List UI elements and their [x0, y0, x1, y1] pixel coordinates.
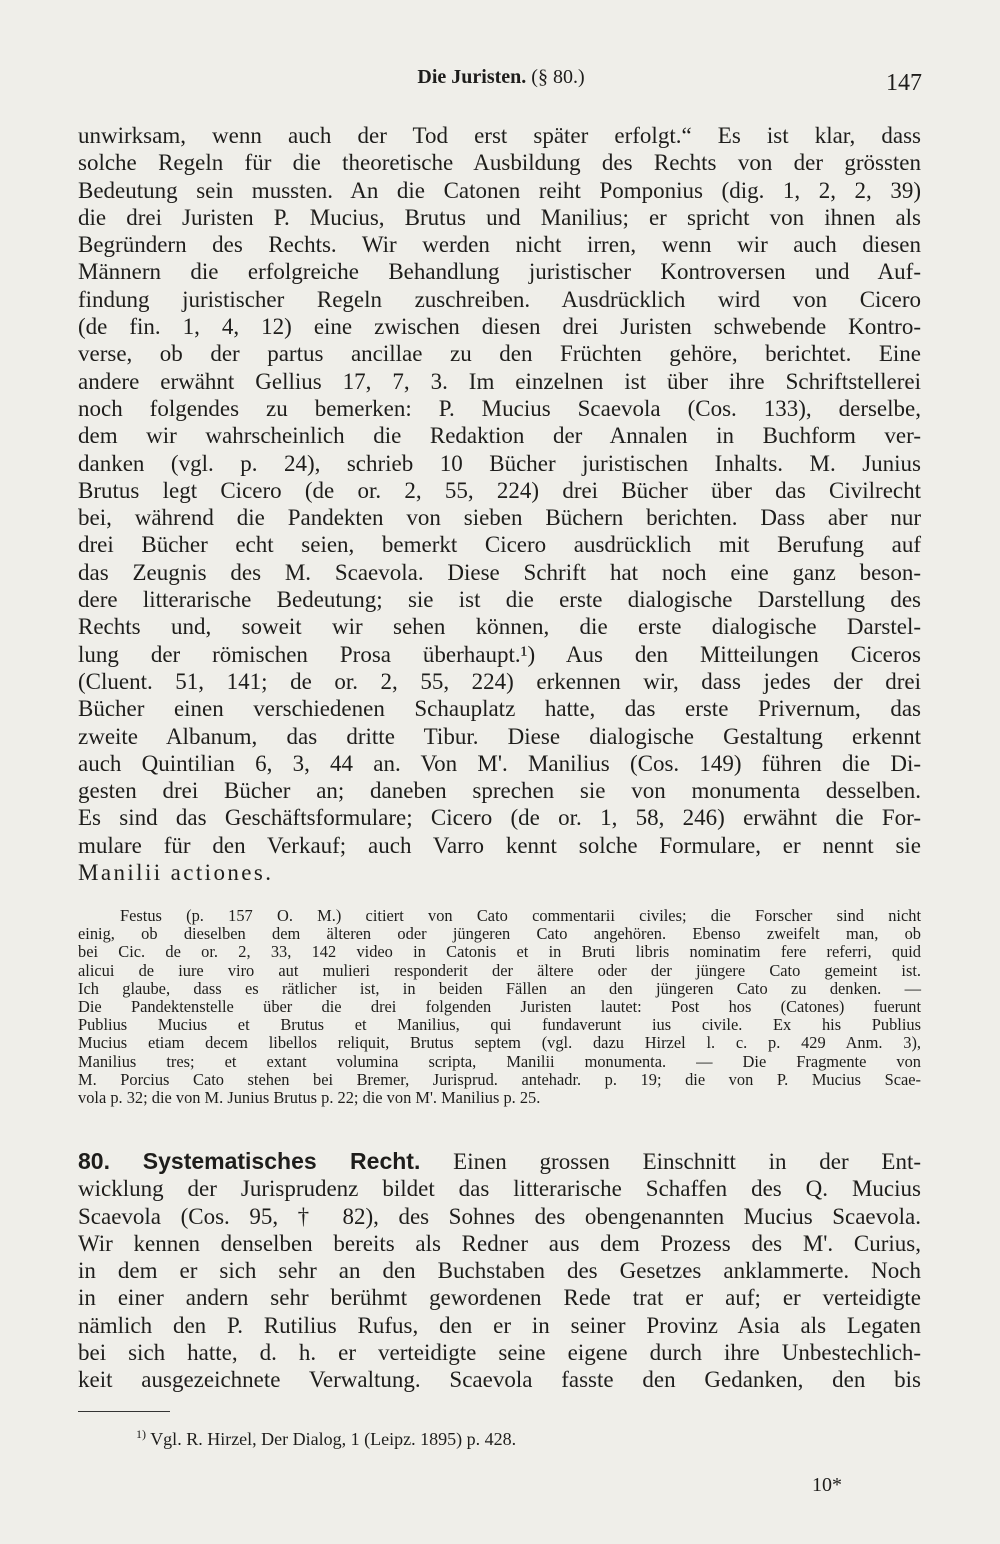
text-line: verse, ob der partus ancillae zu den Früchten gehöre, berichtet. Eine [78, 341, 921, 367]
note-line: Festus (p. 157 O. M.) citiert von Cato commentarii civiles; die Forscher sind nicht [120, 906, 921, 925]
note-line: Mucius etiam decem libellos reliquit, Brutus septem (vgl. dazu Hirzel l. c. p. 429 Anm. 3), [78, 1033, 921, 1053]
small-print-notes [78, 907, 921, 1107]
page-header [80, 62, 922, 102]
text-line: Bedeutung sein mussten. An die Catonen reiht Pomponius (dig. 1, 2, 2, 39) [78, 177, 921, 203]
text-line: keit ausgezeichnete Verwaltung. Scaevola fasste den Gedanken, den bis [78, 1367, 921, 1393]
footnote-text: Vgl. R. Hirzel, Der Dialog, 1 (Leipz. 1895) p. 428. [150, 1429, 517, 1449]
text-line: andere erwähnt Gellius 17, 7, 3. Im einzelnen ist über ihre Schriftstellerei [78, 368, 921, 394]
text-line: Manilii actiones. [78, 860, 274, 886]
section-heading-line [78, 1148, 921, 1175]
text-line: Männern die erfolgreiche Behandlung juristischer Kontroversen und Auf- [78, 259, 921, 285]
note-line: Publius Mucius et Brutus et Manilius, qui fundaverunt ius civile. Ex his Publius [78, 1015, 921, 1035]
text-line: (Cluent. 51, 141; de or. 2, 55, 224) erkennen wir, dass jedes der drei [78, 668, 921, 694]
text-line: bei, während die Pandekten von sieben Büchern berichten. Dass aber nur [78, 505, 921, 531]
running-head-title: Die Juristen. [417, 66, 527, 88]
text-line: Bücher einen verschiedenen Schauplatz hatte, das erste Privernum, das [78, 696, 921, 722]
text-line: wicklung der Jurisprudenz bildet das litterarische Schaffen des Q. Mucius [78, 1176, 921, 1202]
section-number: 80. [78, 1148, 110, 1174]
section-80 [78, 1148, 921, 1394]
text-line: dem wir wahrscheinlich die Redaktion der Annalen in Buchform ver- [78, 423, 921, 449]
section-title: Systematisches Recht. [142, 1148, 421, 1174]
text-line: Begründern des Rechts. Wir werden nicht irren, wenn wir auch diesen [78, 232, 921, 258]
text-line: unwirksam, wenn auch der Tod erst später erfolgt.“ Es ist klar, dass [78, 123, 921, 148]
text-line: gesten drei Bücher an; daneben sprechen sie von monumenta desselben. [78, 778, 921, 804]
running-head-section: (§ 80.) [531, 66, 585, 88]
text-line: danken (vgl. p. 24), schrieb 10 Bücher juristischen Inhalts. M. Junius [78, 450, 921, 476]
text-line: bei sich hatte, d. h. er verteidigte seine eigene durch ihre Unbestechlich- [78, 1340, 921, 1366]
text-line: das Zeugnis des M. Scaevola. Diese Schrift hat noch eine ganz beson- [78, 559, 921, 585]
text-line: zweite Albanum, das dritte Tibur. Diese dialogische Gestaltung erkennt [78, 723, 921, 749]
text-line: Es sind das Geschäftsformulare; Cicero (de or. 1, 58, 246) erwähnt die For- [78, 805, 921, 831]
text-line: Rechts und, soweit wir sehen können, die erste dialogische Darstel- [78, 614, 921, 640]
text-line: in dem er sich sehr an den Buchstaben des Gesetzes anklammerte. Noch [78, 1258, 921, 1284]
text-line: drei Bücher echt seien, bemerkt Cicero ausdrücklich mit Berufung auf [78, 532, 921, 558]
text-line: Scaevola (Cos. 95, † 82), des Sohnes des obengenannten Mucius Scaevola. [78, 1203, 921, 1229]
note-line: Manilius tres; et extant volumina scripta, Manilii monumenta. — Die Fragmente von [78, 1051, 921, 1071]
signature-mark: 10* [812, 1474, 842, 1496]
note-line: einig, ob dieselben dem älteren oder jüngeren Cato angehören. Ebenso zweifelt man, ob [78, 924, 921, 944]
text-line: die drei Juristen P. Mucius, Brutus und Manilius; er spricht von ihnen als [78, 204, 921, 230]
text-line: auch Quintilian 6, 3, 44 an. Von M'. Manilius (Cos. 149) führen die Di- [78, 750, 921, 776]
text-line: dere litterarische Bedeutung; sie ist die erste dialogische Darstellung des [78, 587, 921, 613]
footnote-marker: 1) [136, 1427, 146, 1441]
note-line: alicui de iure viro aut mulieri responderit der ältere oder der jüngere Cato gemeint ist. [78, 960, 921, 980]
note-line: M. Porcius Cato stehen bei Bremer, Jurisprud. antehadr. p. 19; die von P. Mucius Scae- [78, 1069, 921, 1089]
text-line: (de fin. 1, 4, 12) eine zwischen diesen drei Juristen schwebende Kontro- [78, 314, 921, 340]
main-paragraph [78, 122, 921, 886]
text-line: lung der römischen Prosa überhaupt.¹) Aus den Mitteilungen Ciceros [78, 641, 921, 667]
text-line: findung juristischer Regeln zuschreiben. Ausdrücklich wird von Cicero [78, 286, 921, 312]
text-line: nämlich den P. Rutilius Rufus, den er in seiner Provinz Asia als Legaten [78, 1312, 921, 1338]
page-number: 147 [886, 70, 922, 96]
footnote-divider [78, 1411, 170, 1412]
text-line: Brutus legt Cicero (de or. 2, 55, 224) drei Bücher über das Civilrecht [78, 477, 921, 503]
text-line: solche Regeln für die theoretische Ausbildung des Rechts von der grössten [78, 150, 921, 176]
footnote [136, 1427, 516, 1450]
note-line: bei Cic. de or. 2, 33, 142 video in Catonis et in Bruti libris nominatim fere referri, quid [78, 942, 921, 962]
text-line: in einer andern sehr berühmt gewordenen Rede trat er auf; er verteidigte [78, 1285, 921, 1311]
note-line: Die Pandektenstelle über die drei folgenden Juristen lautet: Post hos (Catones) fuerunt [78, 996, 921, 1016]
text-line: noch folgendes zu bemerken: P. Mucius Scaevola (Cos. 133), derselbe, [78, 395, 921, 421]
running-head [80, 66, 922, 89]
text-line: mulare für den Verkauf; auch Varro kennt solche Formulare, er nennt sie [78, 832, 921, 858]
text-line: Einen grossen Einschnitt in der Ent- [453, 1149, 922, 1174]
text-line: Wir kennen denselben bereits als Redner aus dem Prozess des M'. Curius, [78, 1230, 921, 1256]
note-line: Ich glaube, dass es rätlicher ist, in beiden Fällen an den jüngeren Cato zu denken. — [78, 978, 921, 998]
note-line: vola p. 32; die von M. Junius Brutus p. 22; die von M'. Manilius p. 25. [78, 1087, 541, 1107]
